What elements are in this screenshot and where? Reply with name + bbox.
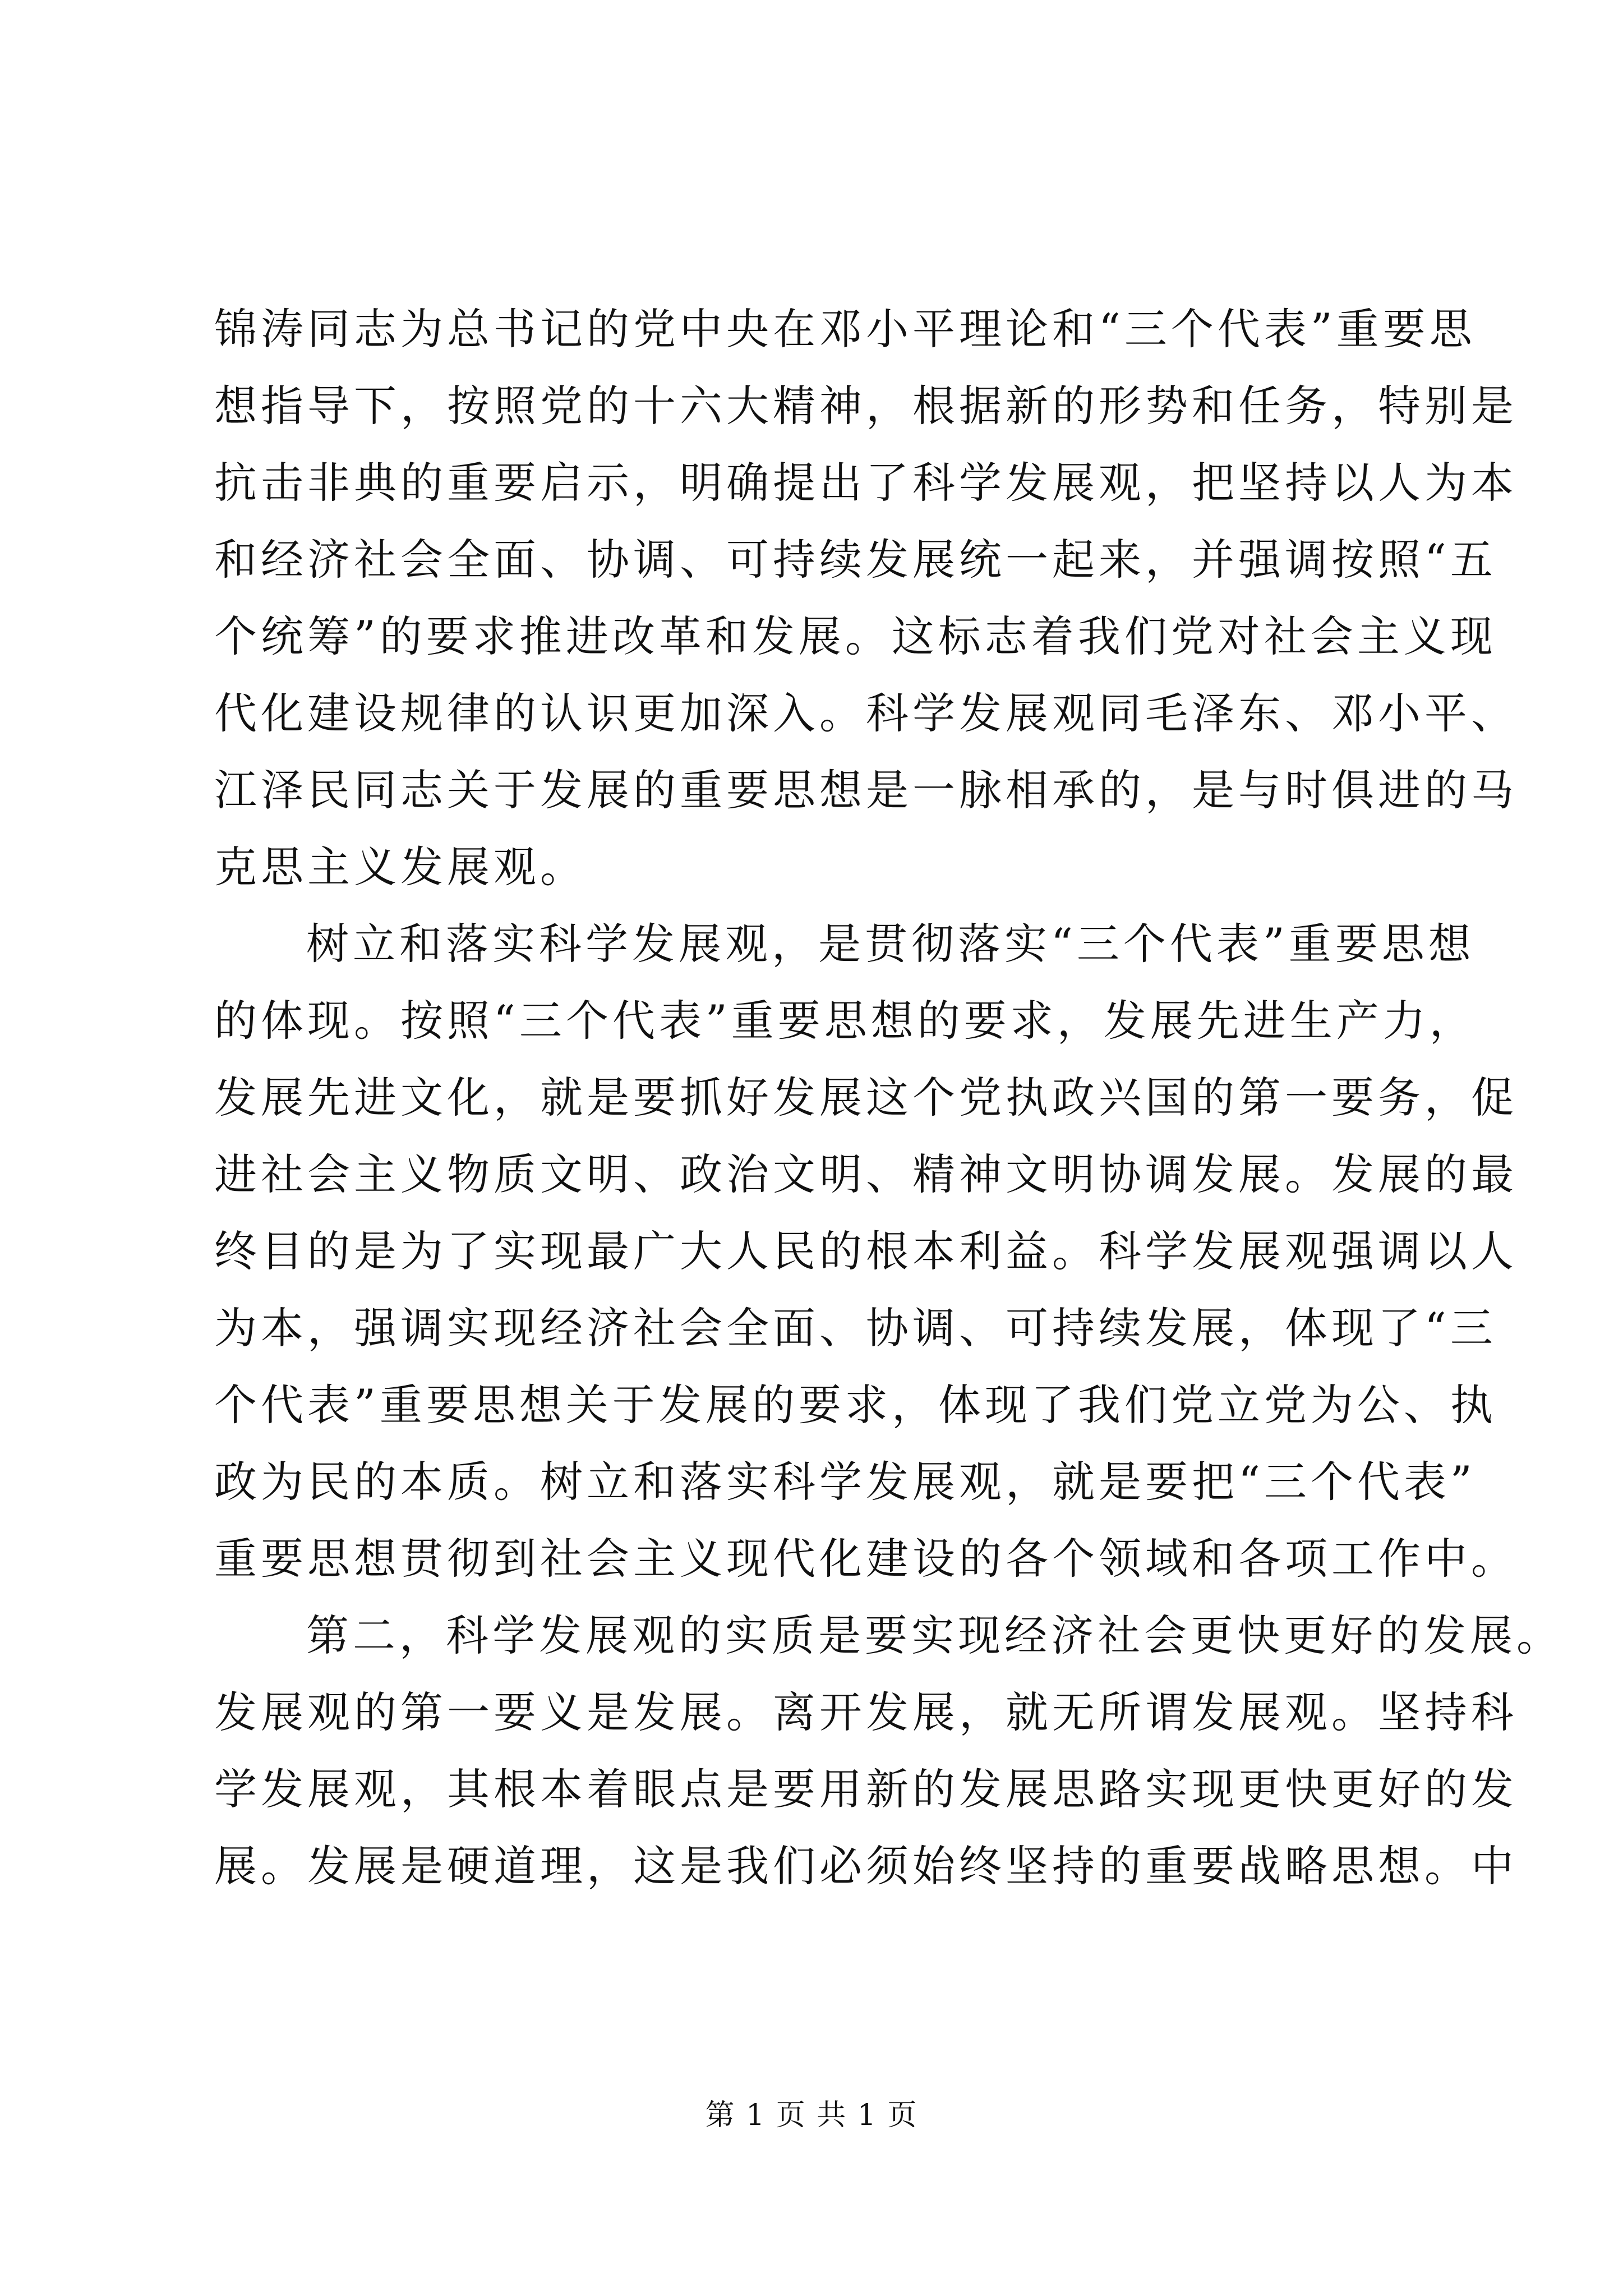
text-line: 锦涛同志为总书记的党中央在邓小平理论和“三个代表”重要思 xyxy=(214,304,1476,354)
text-line: 个代表”重要思想关于发展的要求，体现了我们党立党为公、执 xyxy=(214,1380,1497,1430)
paragraph-start-line: 第二，科学发展观的实质是要实现经济社会更快更好的发展。 xyxy=(306,1611,1563,1660)
text-line: 和经济社会全面、协调、可持续发展统一起来，并强调按照“五 xyxy=(214,535,1497,585)
text-line: 的体现。按照“三个代表”重要思想的要求，发展先进生产力， xyxy=(214,996,1476,1046)
document-body xyxy=(214,291,1563,1904)
paragraph-start-line: 树立和落实科学发展观，是贯彻落实“三个代表”重要思想 xyxy=(306,919,1475,969)
text-line: 学发展观，其根本着眼点是要用新的发展思路实现更快更好的发 xyxy=(214,1764,1518,1814)
text-line: 发展先进文化，就是要抓好发展这个党执政兴国的第一要务，促 xyxy=(214,1073,1518,1122)
text-line: 抗击非典的重要启示，明确提出了科学发展观，把坚持以人为本 xyxy=(214,458,1518,508)
text-line: 展。发展是硬道理，这是我们必须始终坚持的重要战略思想。中 xyxy=(214,1841,1518,1891)
text-line: 江泽民同志关于发展的重要思想是一脉相承的，是与时俱进的马 xyxy=(214,765,1518,815)
text-line: 重要思想贯彻到社会主义现代化建设的各个领域和各项工作中。 xyxy=(214,1534,1518,1584)
page-number-footer: 第 1 页 共 1 页 xyxy=(705,2099,918,2132)
text-line: 进社会主义物质文明、政治文明、精神文明协调发展。发展的最 xyxy=(214,1149,1518,1199)
text-line: 终目的是为了实现最广大人民的根本利益。科学发展观强调以人 xyxy=(214,1226,1518,1276)
text-line: 代化建设规律的认识更加深入。科学发展观同毛泽东、邓小平、 xyxy=(214,688,1518,738)
text-line: 克思主义发展观。 xyxy=(214,842,587,892)
text-line: 想指导下，按照党的十六大精神，根据新的形势和任务，特别是 xyxy=(214,381,1518,431)
text-line: 政为民的本质。树立和落实科学发展观，就是要把“三个代表” xyxy=(214,1457,1476,1507)
text-line: 发展观的第一要义是发展。离开发展，就无所谓发展观。坚持科 xyxy=(214,1687,1518,1737)
text-line: 个统筹”的要求推进改革和发展。这标志着我们党对社会主义现 xyxy=(214,611,1497,661)
text-line: 为本，强调实现经济社会全面、协调、可持续发展，体现了“三 xyxy=(214,1303,1497,1353)
